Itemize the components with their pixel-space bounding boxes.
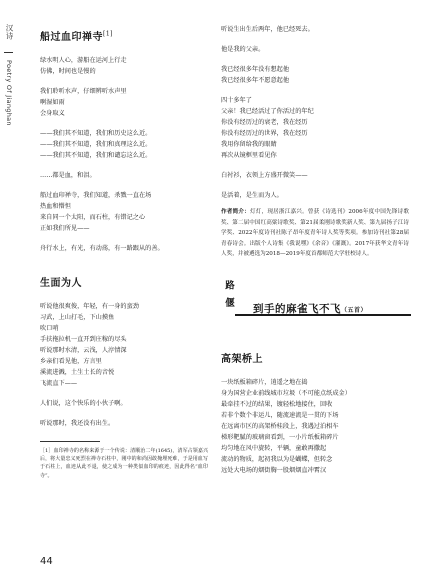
side-journal-title: 汉诗 xyxy=(5,24,14,40)
poem-title-3: 高架桥上 xyxy=(221,353,263,365)
poem-line: 正如我们所见—— xyxy=(40,225,90,232)
poem-line: 会身取义 xyxy=(40,110,65,117)
poem-title-text: 船过血印禅寺 xyxy=(40,32,103,43)
poem-line: ——我们其不知道，我们和真理这么近。 xyxy=(40,141,152,148)
poem-line: 我已经很多年不愿意起他 xyxy=(221,77,290,84)
poem-line: 听说那时，我还没有出生。 xyxy=(40,420,115,427)
poem-body-1 xyxy=(40,55,208,254)
stanza-gap xyxy=(40,409,208,418)
poem-line: ——我们其不知道，我们和历史这么近。 xyxy=(40,130,152,137)
poem-line: 他是我的父亲。 xyxy=(221,46,265,53)
section-author: 路偃 xyxy=(223,279,234,315)
poem-line: ——我们其不知道，我们和谴忘这么近。 xyxy=(40,152,152,159)
page-number: 44 xyxy=(40,556,53,567)
poem-line: 人们说，这个快乐的小伙子啊。 xyxy=(40,400,127,407)
footnote-divider xyxy=(40,441,100,442)
poem-body-2 xyxy=(40,301,208,429)
stanza-gap xyxy=(221,55,409,64)
poem-line: 流动的物质，起初我以为是蝴蝶，但转念 xyxy=(221,455,333,463)
section-title xyxy=(253,301,367,316)
left-column xyxy=(40,18,208,480)
poem-line: 白衬衫，衣领上方盛开微笑—— xyxy=(221,172,308,179)
poem-line: 我已经很多年没有想起他 xyxy=(221,66,290,73)
poem-line: 手扶拖拉机一直开到庄稼的尽头 xyxy=(40,336,127,343)
stanza-gap xyxy=(40,234,208,243)
poem-title-2: 生面为人 xyxy=(40,278,82,289)
stanza-gap xyxy=(40,119,208,128)
side-divider xyxy=(4,52,13,53)
poem-line: 再次从镜框里看见你 xyxy=(221,152,277,159)
poem-line: 听说他很爽俊，年轻，有一身的蛮劲 xyxy=(40,303,139,310)
stanza-gap xyxy=(221,35,409,44)
poem-line: 舟行水上，有光，有动荡，有一路跟从的善。 xyxy=(40,245,164,252)
footnote-marker: [1] xyxy=(103,30,113,38)
poem-line: 船过血印禅寺，我们知道，杀戮一直在场 xyxy=(40,192,152,199)
author-bio-text: 灯灯，现居浙江嘉兴。曾获《诗选刊》2006年度中国先锋诗歌奖、第二届中国红高粱诗歌奖、第21届柔刚诗歌奖新人奖、第九届扬子江诗学奖、2022年度诗刊社陈子昂年度青年诗人奖等奖项。参加诗刊社第28届青春诗会。出版个人诗集《我说嘿》《余音》《灌溉》。2017年获华文青年诗人奖，并被遴选为2018—2019年度首都师范大学驻校诗人。 xyxy=(221,209,409,257)
poem-line: 啊湿如雨 xyxy=(40,99,65,106)
stanza-gap xyxy=(221,181,409,190)
poem-line: 在远离市区的高架桥桂段上，我遇过泊相车 xyxy=(221,422,339,430)
poem-body-3 xyxy=(221,377,409,476)
poem-line: 远处大电场的烟街胸一股烟烟直冲霄汉 xyxy=(221,466,327,474)
poem-line: 最牵挂不过的结果，镀轻松地接住，回收 xyxy=(221,400,333,408)
section-title-note: （五首） xyxy=(341,306,368,314)
poem-line: 一块纸板箱碎片，逍遥之地在捣 xyxy=(221,378,308,386)
section-title-text: 到手的麻雀飞不飞 xyxy=(253,302,341,315)
footnote: ［1］血印禅寺的名称来源于一个传说：清顺治二年(1645)，清军占领嘉兴后，将大量忠义死烈在禅寺石柱中，刚中的和尚因敢掩埋死难，于是用血写于石柱上，血迹从此不退，使之成为一种类似血印的痕迹，因此得名“血印寺”。 xyxy=(40,448,208,479)
poem-line: 绿水明人心，游船在运河上行走 xyxy=(40,57,127,64)
poem-line: 你没有经历过的衰老，我在经历 xyxy=(221,119,308,126)
poem-line: 来自同一个太阳，而石柱，有错记之心 xyxy=(40,214,146,221)
poem-line: 听说生出生后两年，他已经死去。 xyxy=(221,26,314,33)
poem-line: 仿佛，时间也是慢的 xyxy=(40,68,96,75)
poem-line: 是活着，是生而为人。 xyxy=(221,192,283,199)
stanza-gap xyxy=(40,389,208,398)
poem-title-1 xyxy=(40,28,208,43)
poem-line: 吹口哨 xyxy=(40,325,59,332)
poem-line: 身为国营企业前线城市垃圾（不可能点纸成金） xyxy=(221,389,351,397)
poem-line: 飞流直下—— xyxy=(40,380,78,387)
poem-line: 梯形靶腻的玻璃窗看到，一小片纸板箱碎片 xyxy=(221,433,339,441)
poem-line: 听说那时水清，云浅，人淳情深 xyxy=(40,347,127,354)
side-strip xyxy=(0,0,32,579)
stanza-gap xyxy=(221,161,409,170)
poem-line: ……都是血，和泪。 xyxy=(40,172,96,179)
stanza-gap xyxy=(40,77,208,86)
poem-line: 若非个数个非运儿，随流速流是一贯的下场 xyxy=(221,411,339,419)
stanza-gap xyxy=(221,86,409,95)
poem-line: 习武，上山打毛，下山摸鱼 xyxy=(40,314,115,321)
poem-line: 溪流进溅，土生土长的音悦 xyxy=(40,369,115,376)
stanza-gap xyxy=(40,161,208,170)
poem-line: 热血和懵怛 xyxy=(40,203,71,210)
poem-continuation xyxy=(221,24,409,201)
section-header xyxy=(221,280,409,346)
right-column xyxy=(221,18,409,476)
poem-line: 你没有经历过的世界，我在经历 xyxy=(221,130,308,137)
poem-line: 父亲！我已经活过了你活过的年纪 xyxy=(221,108,314,115)
poem-line: 四十多年了 xyxy=(221,97,252,104)
poem-line: 均匀地在风中旋转，平辆，童敢再撒起 xyxy=(221,444,327,452)
author-bio-label: 作者简介： xyxy=(221,209,250,215)
poem-line: 我用你留给我的眼睛 xyxy=(221,141,277,148)
poem-line: 乡亲们看见他，方言里 xyxy=(40,358,102,365)
side-journal-subtitle: Poetry Of Jianghan xyxy=(5,60,13,126)
stanza-gap xyxy=(40,181,208,190)
author-bio xyxy=(221,207,409,260)
poem-line: 我们聆听水声，仔细辨听水声里 xyxy=(40,88,127,95)
